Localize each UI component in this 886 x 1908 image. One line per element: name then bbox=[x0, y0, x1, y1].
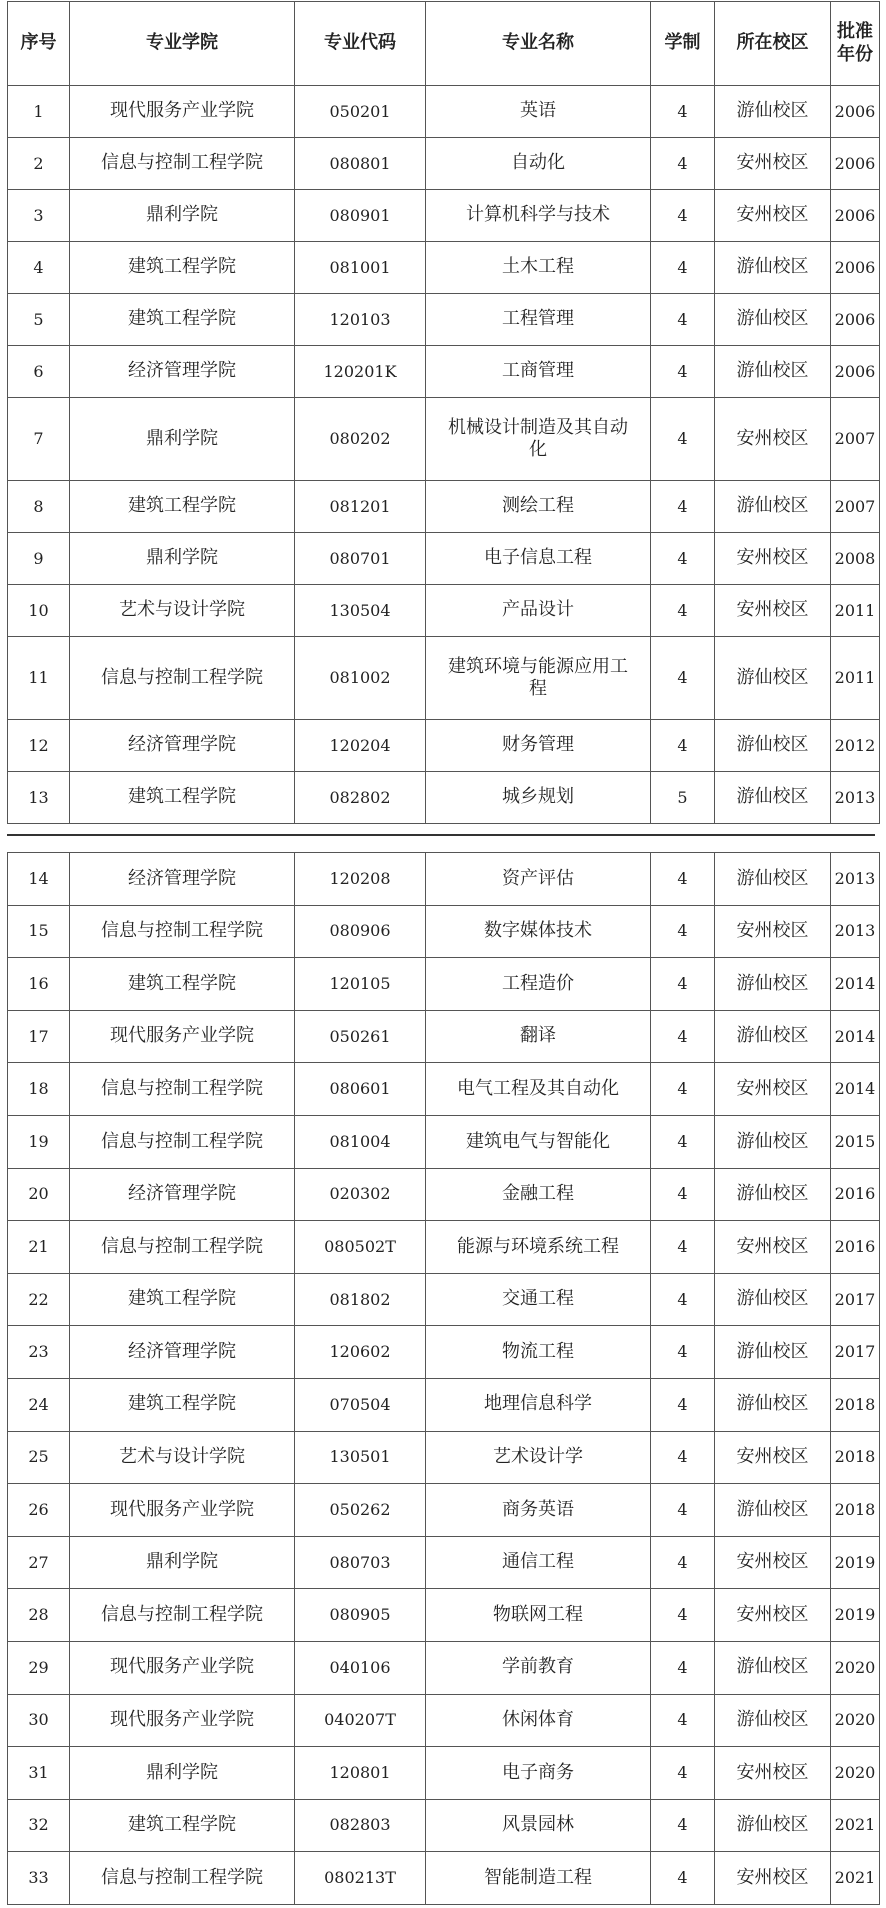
duration-cell: 4 bbox=[651, 1115, 715, 1168]
approval-year-cell: 2006 bbox=[831, 294, 880, 346]
college-cell: 艺术与设计学院 bbox=[70, 585, 295, 637]
college-cell: 信息与控制工程学院 bbox=[70, 1852, 295, 1905]
approval-year-cell: 2021 bbox=[831, 1852, 880, 1905]
approval-year-cell: 2017 bbox=[831, 1273, 880, 1326]
approval-year-cell: 2013 bbox=[831, 905, 880, 958]
campus-cell: 游仙校区 bbox=[715, 1010, 831, 1063]
college-cell: 鼎利学院 bbox=[70, 190, 295, 242]
major-code-cell: 081201 bbox=[295, 481, 426, 533]
campus-cell: 安州校区 bbox=[715, 138, 831, 190]
approval-year-cell: 2016 bbox=[831, 1168, 880, 1221]
table-row bbox=[8, 720, 880, 772]
approval-year-cell: 2019 bbox=[831, 1536, 880, 1589]
duration-cell: 5 bbox=[651, 772, 715, 824]
major-name-cell: 通信工程 bbox=[426, 1536, 651, 1589]
approval-year-cell: 2019 bbox=[831, 1589, 880, 1642]
approval-year-cell: 2013 bbox=[831, 772, 880, 824]
table-row bbox=[8, 481, 880, 533]
major-name-cell: 物联网工程 bbox=[426, 1589, 651, 1642]
campus-cell: 安州校区 bbox=[715, 1431, 831, 1484]
table-row bbox=[8, 1010, 880, 1063]
table-row bbox=[8, 86, 880, 138]
campus-cell: 安州校区 bbox=[715, 1589, 831, 1642]
row-index: 24 bbox=[8, 1378, 70, 1431]
approval-year-cell: 2007 bbox=[831, 398, 880, 481]
row-index: 19 bbox=[8, 1115, 70, 1168]
major-code-cell: 130504 bbox=[295, 585, 426, 637]
table-row bbox=[8, 1063, 880, 1116]
row-index: 22 bbox=[8, 1273, 70, 1326]
major-name-cell: 物流工程 bbox=[426, 1326, 651, 1379]
major-code-cell: 120208 bbox=[295, 853, 426, 906]
approval-year-cell: 2012 bbox=[831, 720, 880, 772]
major-name-cell: 财务管理 bbox=[426, 720, 651, 772]
major-name-cell: 商务英语 bbox=[426, 1484, 651, 1537]
duration-cell: 4 bbox=[651, 1431, 715, 1484]
duration-cell: 4 bbox=[651, 346, 715, 398]
duration-cell: 4 bbox=[651, 1221, 715, 1274]
table-row bbox=[8, 1589, 880, 1642]
row-index: 15 bbox=[8, 905, 70, 958]
college-cell: 信息与控制工程学院 bbox=[70, 138, 295, 190]
major-code-cell: 081001 bbox=[295, 242, 426, 294]
major-code-cell: 080502T bbox=[295, 1221, 426, 1274]
duration-cell: 4 bbox=[651, 1484, 715, 1537]
page-divider bbox=[7, 834, 875, 836]
table-row bbox=[8, 346, 880, 398]
duration-cell: 4 bbox=[651, 481, 715, 533]
college-cell: 经济管理学院 bbox=[70, 853, 295, 906]
college-cell: 建筑工程学院 bbox=[70, 294, 295, 346]
table-row bbox=[8, 1326, 880, 1379]
duration-cell: 4 bbox=[651, 86, 715, 138]
approval-year-cell: 2018 bbox=[831, 1378, 880, 1431]
major-name-cell: 资产评估 bbox=[426, 853, 651, 906]
campus-cell: 安州校区 bbox=[715, 1221, 831, 1274]
approval-year-cell: 2014 bbox=[831, 958, 880, 1011]
major-code-cell: 082803 bbox=[295, 1799, 426, 1852]
duration-cell: 4 bbox=[651, 1852, 715, 1905]
campus-cell: 游仙校区 bbox=[715, 772, 831, 824]
duration-cell: 4 bbox=[651, 138, 715, 190]
row-index: 7 bbox=[8, 398, 70, 481]
table-row bbox=[8, 1273, 880, 1326]
campus-cell: 游仙校区 bbox=[715, 346, 831, 398]
major-code-cell: 080801 bbox=[295, 138, 426, 190]
major-name-cell: 自动化 bbox=[426, 138, 651, 190]
campus-cell: 安州校区 bbox=[715, 1063, 831, 1116]
duration-cell: 4 bbox=[651, 1589, 715, 1642]
major-name-cell: 翻译 bbox=[426, 1010, 651, 1063]
duration-cell: 4 bbox=[651, 720, 715, 772]
header-approval-year: 批准年份 bbox=[831, 2, 880, 86]
major-name-cell: 英语 bbox=[426, 86, 651, 138]
row-index: 6 bbox=[8, 346, 70, 398]
college-cell: 信息与控制工程学院 bbox=[70, 1221, 295, 1274]
major-code-cell: 081004 bbox=[295, 1115, 426, 1168]
campus-cell: 游仙校区 bbox=[715, 958, 831, 1011]
table-row bbox=[8, 853, 880, 906]
approval-year-cell: 2006 bbox=[831, 86, 880, 138]
duration-cell: 4 bbox=[651, 1799, 715, 1852]
major-code-cell: 120204 bbox=[295, 720, 426, 772]
duration-cell: 4 bbox=[651, 905, 715, 958]
campus-cell: 游仙校区 bbox=[715, 1326, 831, 1379]
table-row bbox=[8, 1536, 880, 1589]
duration-cell: 4 bbox=[651, 1063, 715, 1116]
major-code-cell: 080703 bbox=[295, 1536, 426, 1589]
duration-cell: 4 bbox=[651, 1378, 715, 1431]
major-code-cell: 080601 bbox=[295, 1063, 426, 1116]
college-cell: 鼎利学院 bbox=[70, 1747, 295, 1800]
approval-year-cell: 2016 bbox=[831, 1221, 880, 1274]
approval-year-cell: 2008 bbox=[831, 533, 880, 585]
college-cell: 现代服务产业学院 bbox=[70, 86, 295, 138]
major-code-cell: 130501 bbox=[295, 1431, 426, 1484]
table-row bbox=[8, 1378, 880, 1431]
major-name-cell: 休闲体育 bbox=[426, 1694, 651, 1747]
duration-cell: 4 bbox=[651, 1641, 715, 1694]
table-row bbox=[8, 1694, 880, 1747]
major-name-cell: 金融工程 bbox=[426, 1168, 651, 1221]
table-row bbox=[8, 958, 880, 1011]
duration-cell: 4 bbox=[651, 1694, 715, 1747]
major-code-cell: 050262 bbox=[295, 1484, 426, 1537]
major-code-cell: 040207T bbox=[295, 1694, 426, 1747]
row-index: 11 bbox=[8, 637, 70, 720]
row-index: 32 bbox=[8, 1799, 70, 1852]
row-index: 28 bbox=[8, 1589, 70, 1642]
table-row bbox=[8, 1747, 880, 1800]
major-code-cell: 120103 bbox=[295, 294, 426, 346]
row-index: 1 bbox=[8, 86, 70, 138]
major-code-cell: 120105 bbox=[295, 958, 426, 1011]
campus-cell: 安州校区 bbox=[715, 1536, 831, 1589]
major-name-cell: 电子商务 bbox=[426, 1747, 651, 1800]
table-row bbox=[8, 1852, 880, 1905]
duration-cell: 4 bbox=[651, 242, 715, 294]
campus-cell: 安州校区 bbox=[715, 1747, 831, 1800]
campus-cell: 游仙校区 bbox=[715, 637, 831, 720]
row-index: 23 bbox=[8, 1326, 70, 1379]
major-name-cell: 学前教育 bbox=[426, 1641, 651, 1694]
campus-cell: 游仙校区 bbox=[715, 1484, 831, 1537]
major-name-cell: 计算机科学与技术 bbox=[426, 190, 651, 242]
college-cell: 现代服务产业学院 bbox=[70, 1694, 295, 1747]
major-name-cell: 电子信息工程 bbox=[426, 533, 651, 585]
majors-table-part-2 bbox=[7, 852, 880, 1905]
major-code-cell: 081002 bbox=[295, 637, 426, 720]
college-cell: 经济管理学院 bbox=[70, 346, 295, 398]
table-row bbox=[8, 138, 880, 190]
approval-year-cell: 2013 bbox=[831, 853, 880, 906]
campus-cell: 游仙校区 bbox=[715, 1694, 831, 1747]
header-index: 序号 bbox=[8, 2, 70, 86]
major-name-cell: 测绘工程 bbox=[426, 481, 651, 533]
major-code-cell: 120201K bbox=[295, 346, 426, 398]
row-index: 2 bbox=[8, 138, 70, 190]
major-name-cell: 交通工程 bbox=[426, 1273, 651, 1326]
college-cell: 经济管理学院 bbox=[70, 720, 295, 772]
duration-cell: 4 bbox=[651, 398, 715, 481]
college-cell: 鼎利学院 bbox=[70, 1536, 295, 1589]
college-cell: 建筑工程学院 bbox=[70, 1378, 295, 1431]
major-name-cell: 机械设计制造及其自动化 bbox=[426, 398, 651, 481]
table-row bbox=[8, 772, 880, 824]
campus-cell: 游仙校区 bbox=[715, 242, 831, 294]
approval-year-cell: 2014 bbox=[831, 1063, 880, 1116]
major-name-cell: 能源与环境系统工程 bbox=[426, 1221, 651, 1274]
campus-cell: 游仙校区 bbox=[715, 1378, 831, 1431]
approval-year-cell: 2007 bbox=[831, 481, 880, 533]
major-code-cell: 080906 bbox=[295, 905, 426, 958]
duration-cell: 4 bbox=[651, 585, 715, 637]
college-cell: 信息与控制工程学院 bbox=[70, 905, 295, 958]
table-row bbox=[8, 1799, 880, 1852]
table-row bbox=[8, 1221, 880, 1274]
major-name-cell: 风景园林 bbox=[426, 1799, 651, 1852]
college-cell: 信息与控制工程学院 bbox=[70, 1063, 295, 1116]
header-campus: 所在校区 bbox=[715, 2, 831, 86]
header-major-code: 专业代码 bbox=[295, 2, 426, 86]
major-code-cell: 080905 bbox=[295, 1589, 426, 1642]
duration-cell: 4 bbox=[651, 190, 715, 242]
major-code-cell: 070504 bbox=[295, 1378, 426, 1431]
approval-year-cell: 2021 bbox=[831, 1799, 880, 1852]
approval-year-cell: 2011 bbox=[831, 585, 880, 637]
approval-year-cell: 2020 bbox=[831, 1694, 880, 1747]
table-row bbox=[8, 1115, 880, 1168]
major-name-cell: 城乡规划 bbox=[426, 772, 651, 824]
major-name-cell: 智能制造工程 bbox=[426, 1852, 651, 1905]
table-row bbox=[8, 398, 880, 481]
college-cell: 经济管理学院 bbox=[70, 1168, 295, 1221]
row-index: 5 bbox=[8, 294, 70, 346]
duration-cell: 4 bbox=[651, 853, 715, 906]
major-name-cell: 建筑环境与能源应用工程 bbox=[426, 637, 651, 720]
table-row bbox=[8, 1484, 880, 1537]
table-row bbox=[8, 1431, 880, 1484]
major-code-cell: 040106 bbox=[295, 1641, 426, 1694]
row-index: 25 bbox=[8, 1431, 70, 1484]
major-code-cell: 080213T bbox=[295, 1852, 426, 1905]
campus-cell: 游仙校区 bbox=[715, 1115, 831, 1168]
row-index: 18 bbox=[8, 1063, 70, 1116]
duration-cell: 4 bbox=[651, 1747, 715, 1800]
row-index: 3 bbox=[8, 190, 70, 242]
row-index: 29 bbox=[8, 1641, 70, 1694]
row-index: 27 bbox=[8, 1536, 70, 1589]
campus-cell: 安州校区 bbox=[715, 398, 831, 481]
campus-cell: 游仙校区 bbox=[715, 853, 831, 906]
college-cell: 建筑工程学院 bbox=[70, 242, 295, 294]
approval-year-cell: 2011 bbox=[831, 637, 880, 720]
approval-year-cell: 2006 bbox=[831, 242, 880, 294]
college-cell: 建筑工程学院 bbox=[70, 1799, 295, 1852]
table-row bbox=[8, 1168, 880, 1221]
table-row bbox=[8, 294, 880, 346]
college-cell: 鼎利学院 bbox=[70, 398, 295, 481]
campus-cell: 安州校区 bbox=[715, 533, 831, 585]
college-cell: 信息与控制工程学院 bbox=[70, 1115, 295, 1168]
campus-cell: 游仙校区 bbox=[715, 1799, 831, 1852]
major-code-cell: 050201 bbox=[295, 86, 426, 138]
header-duration: 学制 bbox=[651, 2, 715, 86]
duration-cell: 4 bbox=[651, 1326, 715, 1379]
approval-year-cell: 2006 bbox=[831, 138, 880, 190]
major-code-cell: 120602 bbox=[295, 1326, 426, 1379]
campus-cell: 游仙校区 bbox=[715, 720, 831, 772]
college-cell: 现代服务产业学院 bbox=[70, 1010, 295, 1063]
row-index: 14 bbox=[8, 853, 70, 906]
major-code-cell: 080202 bbox=[295, 398, 426, 481]
major-code-cell: 120801 bbox=[295, 1747, 426, 1800]
table-row bbox=[8, 1641, 880, 1694]
major-name-cell: 产品设计 bbox=[426, 585, 651, 637]
row-index: 10 bbox=[8, 585, 70, 637]
duration-cell: 4 bbox=[651, 1273, 715, 1326]
table-row bbox=[8, 242, 880, 294]
college-cell: 建筑工程学院 bbox=[70, 481, 295, 533]
campus-cell: 游仙校区 bbox=[715, 481, 831, 533]
major-code-cell: 082802 bbox=[295, 772, 426, 824]
table-row bbox=[8, 190, 880, 242]
duration-cell: 4 bbox=[651, 1168, 715, 1221]
college-cell: 现代服务产业学院 bbox=[70, 1641, 295, 1694]
table-row bbox=[8, 585, 880, 637]
major-code-cell: 080901 bbox=[295, 190, 426, 242]
major-code-cell: 080701 bbox=[295, 533, 426, 585]
row-index: 30 bbox=[8, 1694, 70, 1747]
campus-cell: 游仙校区 bbox=[715, 1641, 831, 1694]
college-cell: 经济管理学院 bbox=[70, 1326, 295, 1379]
approval-year-cell: 2018 bbox=[831, 1484, 880, 1537]
major-name-cell: 数字媒体技术 bbox=[426, 905, 651, 958]
approval-year-cell: 2017 bbox=[831, 1326, 880, 1379]
approval-year-cell: 2020 bbox=[831, 1641, 880, 1694]
approval-year-cell: 2018 bbox=[831, 1431, 880, 1484]
major-name-cell: 工商管理 bbox=[426, 346, 651, 398]
duration-cell: 4 bbox=[651, 1536, 715, 1589]
approval-year-cell: 2020 bbox=[831, 1747, 880, 1800]
header-row bbox=[8, 2, 880, 86]
row-index: 9 bbox=[8, 533, 70, 585]
row-index: 26 bbox=[8, 1484, 70, 1537]
table-row bbox=[8, 637, 880, 720]
major-code-cell: 020302 bbox=[295, 1168, 426, 1221]
approval-year-cell: 2006 bbox=[831, 190, 880, 242]
campus-cell: 游仙校区 bbox=[715, 86, 831, 138]
campus-cell: 安州校区 bbox=[715, 1852, 831, 1905]
major-code-cell: 081802 bbox=[295, 1273, 426, 1326]
approval-year-cell: 2015 bbox=[831, 1115, 880, 1168]
duration-cell: 4 bbox=[651, 294, 715, 346]
campus-cell: 安州校区 bbox=[715, 905, 831, 958]
college-cell: 鼎利学院 bbox=[70, 533, 295, 585]
campus-cell: 游仙校区 bbox=[715, 294, 831, 346]
major-name-cell: 工程管理 bbox=[426, 294, 651, 346]
row-index: 31 bbox=[8, 1747, 70, 1800]
duration-cell: 4 bbox=[651, 1010, 715, 1063]
college-cell: 艺术与设计学院 bbox=[70, 1431, 295, 1484]
duration-cell: 4 bbox=[651, 637, 715, 720]
major-name-cell: 电气工程及其自动化 bbox=[426, 1063, 651, 1116]
row-index: 20 bbox=[8, 1168, 70, 1221]
college-cell: 建筑工程学院 bbox=[70, 958, 295, 1011]
major-name-cell: 艺术设计学 bbox=[426, 1431, 651, 1484]
row-index: 17 bbox=[8, 1010, 70, 1063]
major-name-cell: 工程造价 bbox=[426, 958, 651, 1011]
college-cell: 建筑工程学院 bbox=[70, 772, 295, 824]
table-row bbox=[8, 905, 880, 958]
table-row bbox=[8, 533, 880, 585]
approval-year-cell: 2014 bbox=[831, 1010, 880, 1063]
campus-cell: 安州校区 bbox=[715, 190, 831, 242]
major-name-cell: 地理信息科学 bbox=[426, 1378, 651, 1431]
row-index: 12 bbox=[8, 720, 70, 772]
major-code-cell: 050261 bbox=[295, 1010, 426, 1063]
campus-cell: 安州校区 bbox=[715, 585, 831, 637]
majors-table-part-1 bbox=[7, 1, 880, 824]
row-index: 16 bbox=[8, 958, 70, 1011]
approval-year-cell: 2006 bbox=[831, 346, 880, 398]
row-index: 33 bbox=[8, 1852, 70, 1905]
campus-cell: 游仙校区 bbox=[715, 1168, 831, 1221]
row-index: 13 bbox=[8, 772, 70, 824]
campus-cell: 游仙校区 bbox=[715, 1273, 831, 1326]
header-major-name: 专业名称 bbox=[426, 2, 651, 86]
row-index: 8 bbox=[8, 481, 70, 533]
college-cell: 建筑工程学院 bbox=[70, 1273, 295, 1326]
college-cell: 信息与控制工程学院 bbox=[70, 1589, 295, 1642]
major-name-cell: 建筑电气与智能化 bbox=[426, 1115, 651, 1168]
duration-cell: 4 bbox=[651, 533, 715, 585]
row-index: 21 bbox=[8, 1221, 70, 1274]
college-cell: 信息与控制工程学院 bbox=[70, 637, 295, 720]
college-cell: 现代服务产业学院 bbox=[70, 1484, 295, 1537]
duration-cell: 4 bbox=[651, 958, 715, 1011]
row-index: 4 bbox=[8, 242, 70, 294]
header-college: 专业学院 bbox=[70, 2, 295, 86]
major-name-cell: 土木工程 bbox=[426, 242, 651, 294]
